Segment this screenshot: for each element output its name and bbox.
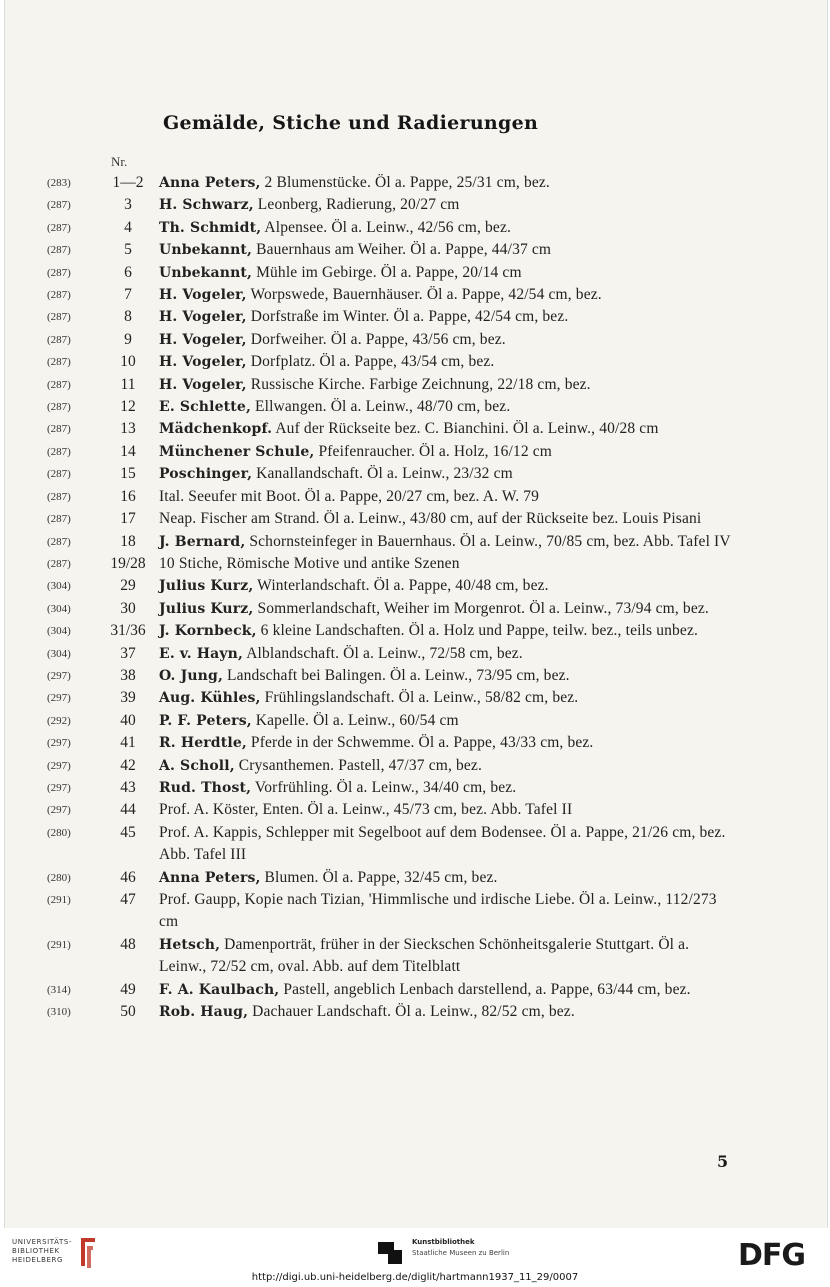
entry-number: 45 [120, 823, 136, 841]
entry-text: Schornsteinfeger in Bauernhaus. Öl a. Leinw., 70/85 cm, bez. Abb. Tafel IV [245, 532, 731, 550]
entry-reference: (297) [47, 759, 71, 772]
entry-number: 15 [120, 465, 136, 483]
entry-artist: Aug. Kühles, [159, 690, 261, 707]
entry-number: 50 [120, 1003, 136, 1021]
entry-text: Dorfplatz. Öl a. Pappe, 43/54 cm, bez. [246, 353, 495, 371]
entry-number: 47 [120, 891, 136, 908]
catalogue-entry [5, 979, 827, 1001]
entry-description [159, 194, 737, 216]
entry-text: Pferde in der Schwemme. Öl a. Pappe, 43/33 cm, bez. [246, 734, 594, 752]
entry-artist: H. Vogeler, [159, 376, 247, 393]
entry-text: Prof. Gaupp, Kopie nach Tizian, 'Himmlische und irdische Liebe. Öl a. Leinw., 112/273 cm [159, 891, 717, 931]
catalogue-entry [5, 934, 827, 979]
page-number: 5 [717, 1152, 729, 1171]
catalogue-entry [5, 799, 827, 821]
kunstbibliothek-icon [378, 1242, 404, 1264]
entry-reference: (287) [47, 333, 71, 346]
entry-text: Mühle im Gebirge. Öl a. Pappe, 20/14 cm [252, 263, 522, 281]
entry-text: Damenporträt, früher in der Sieckschen Schönheitsgalerie Stuttgart. Öl a. Leinw., 72/52 cm, oval. Abb. auf dem Titelblatt [159, 935, 690, 976]
entry-description [159, 396, 737, 418]
entry-text: Landschaft bei Balingen. Öl a. Leinw., 73/95 cm, bez. [222, 666, 570, 684]
entry-number: 13 [120, 420, 136, 438]
entry-description [159, 306, 737, 328]
entry-number: 6 [124, 263, 132, 281]
catalogue-entry [5, 598, 827, 620]
university-line: HEIDELBERG [12, 1256, 63, 1264]
entry-number: 44 [120, 801, 136, 819]
entry-number: 38 [120, 666, 136, 684]
entry-text: Winterlandschaft. Öl a. Pappe, 40/48 cm, bez. [253, 577, 549, 595]
university-line: UNIVERSITÄTS- [12, 1238, 73, 1246]
entry-reference: (287) [47, 423, 71, 436]
entry-reference: (287) [47, 221, 71, 234]
entry-number: 19/28 [110, 554, 146, 572]
entry-description [159, 777, 737, 799]
entry-description [159, 508, 737, 530]
entry-artist: Anna Peters, [159, 869, 261, 886]
catalogue-entry [5, 418, 827, 440]
entry-description [159, 575, 737, 597]
entry-reference: (314) [47, 983, 71, 996]
entry-artist: Münchener Schule, [159, 443, 315, 460]
catalogue-entry [5, 194, 827, 216]
entry-reference: (280) [47, 871, 71, 884]
entry-description [159, 620, 737, 642]
entry-text: Ital. Seeufer mit Boot. Öl a. Pappe, 20/27 cm, bez. A. W. 79 [159, 487, 540, 505]
entry-reference: (287) [47, 378, 71, 391]
entry-description [159, 687, 737, 709]
entry-reference: (287) [47, 356, 71, 369]
entry-description [159, 553, 737, 575]
entry-artist: Rud. Thost, [159, 779, 252, 796]
entry-description [159, 463, 737, 485]
entry-text: 10 Stiche, Römische Motive und antike Szenen [159, 554, 460, 572]
entry-number: 41 [120, 734, 136, 752]
entry-reference: (304) [47, 647, 71, 660]
entry-reference: (297) [47, 737, 71, 750]
entry-reference: (304) [47, 580, 71, 593]
entry-reference: (280) [47, 826, 71, 839]
entry-reference: (310) [47, 1006, 71, 1019]
entry-number: 14 [120, 442, 136, 460]
entry-reference: (287) [47, 266, 71, 279]
entry-text: Bauernhaus am Weiher. Öl a. Pappe, 44/37 cm [252, 241, 552, 259]
entry-number: 17 [120, 510, 136, 528]
entry-description [159, 822, 737, 867]
entry-number: 49 [120, 980, 136, 998]
catalogue-entry [5, 553, 827, 575]
entry-description [159, 755, 737, 777]
entry-description [159, 979, 737, 1001]
entry-description [159, 418, 737, 440]
entry-artist: A. Scholl, [159, 757, 235, 774]
entry-number: 48 [120, 935, 136, 953]
catalogue-entry [5, 351, 827, 373]
catalogue-entry [5, 665, 827, 687]
entry-description [159, 374, 737, 396]
entry-number: 31/36 [110, 622, 146, 640]
catalogue-list [5, 172, 827, 1023]
entry-text: Vorfrühling. Öl a. Leinw., 34/40 cm, bez. [251, 778, 517, 796]
entry-reference: (291) [47, 938, 71, 951]
entry-reference: (291) [47, 894, 71, 906]
entry-artist: Hetsch, [159, 936, 221, 953]
entry-artist: J. Kornbeck, [159, 623, 257, 640]
entry-text: Dachauer Landschaft. Öl a. Leinw., 82/52 cm, bez. [248, 1003, 575, 1021]
catalogue-entry [5, 687, 827, 709]
entry-description [159, 889, 737, 934]
entry-number: 39 [120, 689, 136, 707]
entry-artist: E. Schlette, [159, 399, 251, 416]
entry-number: 10 [120, 353, 136, 371]
scanned-page [4, 0, 828, 1228]
entry-artist: H. Vogeler, [159, 354, 247, 371]
entry-description [159, 531, 737, 553]
entry-artist: Anna Peters, [159, 175, 261, 191]
entry-artist: H. Vogeler, [159, 287, 247, 304]
page-title: Gemälde, Stiche und Radierungen [163, 112, 539, 134]
catalogue-entry [5, 575, 827, 597]
entry-description [159, 732, 737, 754]
entry-reference: (297) [47, 804, 71, 817]
entry-text: Pfeifenraucher. Öl a. Holz, 16/12 cm [314, 442, 552, 460]
catalogue-entry [5, 822, 827, 867]
entry-text: Crysanthemen. Pastell, 47/37 cm, bez. [234, 756, 482, 774]
entry-number: 1—2 [112, 174, 144, 191]
entry-text: Kanallandschaft. Öl a. Leinw., 23/32 cm [252, 465, 513, 483]
catalogue-entry [5, 374, 827, 396]
entry-text: Prof. A. Köster, Enten. Öl a. Leinw., 45/73 cm, bez. Abb. Tafel II [159, 801, 573, 819]
entry-artist: H. Vogeler, [159, 331, 247, 348]
entry-reference: (287) [47, 445, 71, 458]
entry-number: 43 [120, 778, 136, 796]
entry-number: 42 [120, 756, 136, 774]
entry-description [159, 598, 737, 620]
entry-text: Pastell, angeblich Lenbach darstellend, a. Pappe, 63/44 cm, bez. [279, 980, 691, 998]
entry-description [159, 710, 737, 732]
catalogue-entry [5, 732, 827, 754]
entry-text: Ellwangen. Öl a. Leinw., 48/70 cm, bez. [250, 398, 511, 416]
entry-text: Alpensee. Öl a. Leinw., 42/56 cm, bez. [261, 218, 511, 236]
entry-description [159, 643, 737, 665]
catalogue-entry [5, 710, 827, 732]
entry-artist: J. Bernard, [159, 533, 246, 550]
entry-number: 7 [124, 286, 132, 304]
catalogue-entry [5, 777, 827, 799]
entry-number: 37 [120, 644, 136, 662]
catalogue-entry [5, 262, 827, 284]
entry-text: 6 kleine Landschaften. Öl a. Holz und Pappe, teilw. bez., teils unbez. [256, 622, 698, 640]
entry-reference: (287) [47, 401, 71, 414]
entry-artist: Julius Kurz, [159, 600, 254, 617]
entry-text: Auf der Rückseite bez. C. Bianchini. Öl a. Leinw., 40/28 cm [272, 420, 659, 438]
entry-description [159, 329, 737, 351]
number-column-label: Nr. [111, 154, 128, 169]
entry-artist: Rob. Haug, [159, 1004, 249, 1021]
entry-reference: (304) [47, 602, 71, 615]
entry-text: Prof. A. Kappis, Schlepper mit Segelboot auf dem Bodensee. Öl a. Pappe, 21/26 cm, bez. Abb. Tafel III [159, 823, 726, 864]
entry-reference: (297) [47, 692, 71, 705]
entry-description [159, 934, 737, 979]
entry-reference: (287) [47, 535, 71, 548]
entry-text: Sommerlandschaft, Weiher im Morgenrot. Öl a. Leinw., 73/94 cm, bez. [253, 599, 709, 617]
entry-reference: (283) [47, 177, 71, 189]
entry-reference: (287) [47, 199, 71, 212]
entry-number: 11 [120, 375, 136, 393]
catalogue-entry [5, 441, 827, 463]
kb-subtitle: Staatliche Museen zu Berlin [412, 1249, 510, 1257]
entry-description [159, 486, 737, 508]
digitization-footer [0, 1228, 830, 1287]
catalogue-entry [5, 508, 827, 530]
entry-artist: H. Schwarz, [159, 197, 254, 214]
catalogue-entry [5, 531, 827, 553]
university-library-logo[interactable] [12, 1238, 72, 1265]
entry-number: 18 [120, 532, 136, 550]
entry-description [159, 172, 737, 194]
catalogue-entry [5, 889, 827, 934]
entry-reference: (287) [47, 557, 71, 570]
entry-description [159, 217, 737, 239]
entry-description [159, 665, 737, 687]
entry-reference: (297) [47, 781, 71, 794]
entry-number: 8 [124, 308, 132, 326]
entry-reference: (287) [47, 513, 71, 526]
entry-text: Frühlingslandschaft. Öl a. Leinw., 58/82 cm, bez. [260, 689, 579, 707]
entry-description [159, 239, 737, 261]
entry-reference: (287) [47, 311, 71, 324]
entry-number: 46 [120, 868, 136, 886]
entry-number: 16 [120, 487, 136, 505]
catalogue-entry [5, 1001, 827, 1023]
permalink-url[interactable]: http://digi.ub.uni-heidelberg.de/diglit/hartmann1937_11_29/0007 [251, 1272, 579, 1283]
catalogue-entry [5, 755, 827, 777]
entry-reference: (287) [47, 468, 71, 481]
entry-artist: Th. Schmidt, [159, 219, 262, 236]
kb-name: Kunstbibliothek [412, 1238, 475, 1246]
entry-description [159, 262, 737, 284]
entry-description [159, 284, 737, 306]
entry-artist: H. Vogeler, [159, 309, 247, 326]
university-line: BIBLIOTHEK [12, 1247, 60, 1255]
catalogue-entry [5, 620, 827, 642]
entry-description [159, 799, 737, 821]
entry-artist: E. v. Hayn, [159, 645, 244, 662]
entry-text: Blumen. Öl a. Pappe, 32/45 cm, bez. [260, 868, 498, 886]
entry-reference: (287) [47, 244, 71, 257]
entry-artist: Poschinger, [159, 466, 253, 483]
entry-text: Kapelle. Öl a. Leinw., 60/54 cm [251, 711, 459, 729]
dfg-logo[interactable]: DFG [738, 1238, 806, 1273]
entry-text: Russische Kirche. Farbige Zeichnung, 22/18 cm, bez. [246, 375, 591, 393]
entry-reference: (287) [47, 289, 71, 302]
entry-text: Neap. Fischer am Strand. Öl a. Leinw., 43/80 cm, auf der Rückseite bez. Louis Pisani [159, 510, 702, 528]
entry-reference: (297) [47, 669, 71, 682]
entry-artist: P. F. Peters, [159, 712, 252, 729]
entry-artist: Julius Kurz, [159, 578, 254, 595]
catalogue-entry [5, 463, 827, 485]
entry-artist: Mädchenkopf. [159, 421, 273, 438]
entry-description [159, 441, 737, 463]
catalogue-entry [5, 239, 827, 261]
entry-number: 40 [120, 711, 136, 729]
entry-text: Dorfstraße im Winter. Öl a. Pappe, 42/54 cm, bez. [246, 308, 569, 326]
entry-artist: F. A. Kaulbach, [159, 981, 280, 998]
entry-artist: R. Herdtle, [159, 735, 247, 752]
entry-description [159, 867, 737, 889]
catalogue-entry [5, 217, 827, 239]
entry-number: 29 [120, 577, 136, 595]
entry-text: Worpswede, Bauernhäuser. Öl a. Pappe, 42/54 cm, bez. [246, 286, 602, 304]
university-emblem-icon [77, 1236, 99, 1270]
catalogue-entry [5, 329, 827, 351]
catalogue-entry [5, 284, 827, 306]
entry-number: 3 [124, 196, 132, 214]
catalogue-entry [5, 643, 827, 665]
entry-text: Dorfweiher. Öl a. Pappe, 43/56 cm, bez. [246, 330, 506, 348]
entry-artist: Unbekannt, [159, 242, 253, 259]
catalogue-entry [5, 486, 827, 508]
entry-description [159, 351, 737, 373]
entry-number: 5 [124, 241, 132, 259]
entry-text: Leonberg, Radierung, 20/27 cm [253, 196, 460, 214]
catalogue-entry [5, 172, 827, 194]
entry-number: 30 [120, 599, 136, 617]
entry-number: 12 [120, 398, 136, 416]
entry-artist: O. Jung, [159, 667, 223, 684]
entry-reference: (292) [47, 714, 71, 727]
entry-number: 9 [124, 330, 132, 348]
entry-reference: (287) [47, 490, 71, 503]
entry-number: 4 [124, 218, 132, 236]
catalogue-entry [5, 396, 827, 418]
entry-text: 2 Blumenstücke. Öl a. Pappe, 25/31 cm, bez. [260, 174, 550, 191]
entry-reference: (304) [47, 625, 71, 638]
catalogue-entry [5, 867, 827, 889]
entry-text: Alblandschaft. Öl a. Leinw., 72/58 cm, bez. [243, 644, 523, 662]
entry-artist: Unbekannt, [159, 264, 253, 281]
entry-description [159, 1001, 737, 1023]
catalogue-entry [5, 306, 827, 328]
